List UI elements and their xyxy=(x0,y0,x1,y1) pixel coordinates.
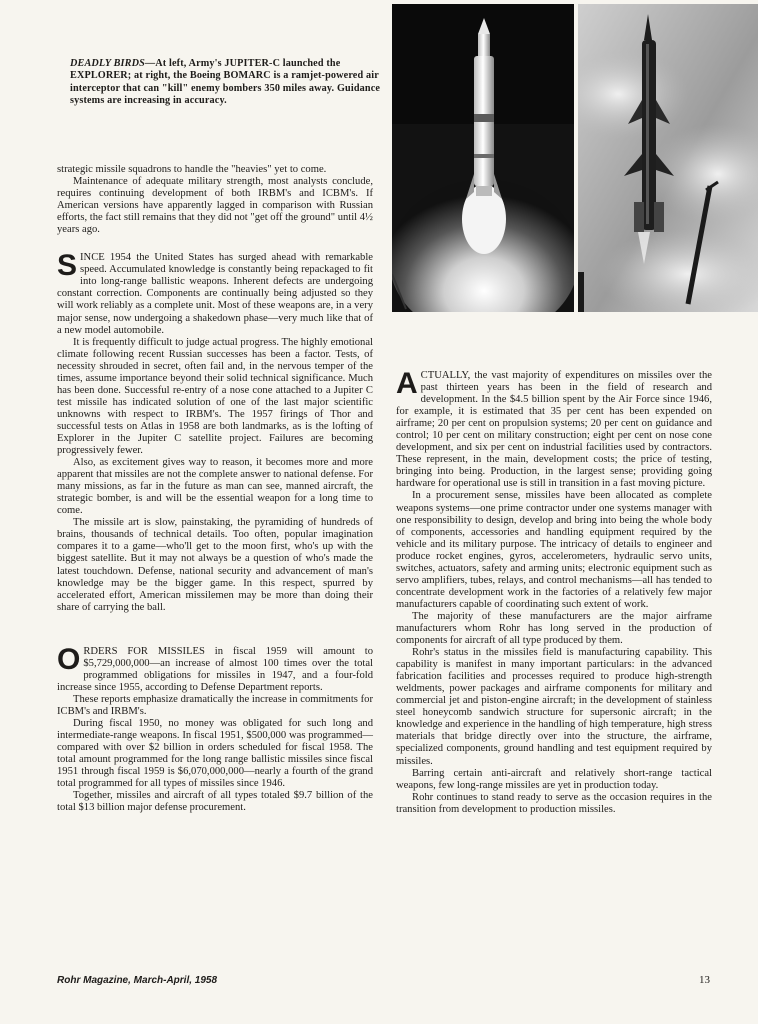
paragraph: Barring certain anti-aircraft and relatively short-range tactical weapons, few long-range missiles are yet in production today. xyxy=(396,767,712,791)
right-text-column xyxy=(396,367,712,816)
photo-panel xyxy=(392,4,758,314)
photo-caption xyxy=(70,58,388,108)
paragraph: These reports emphasize dramatically the increase in commitments for ICBM's and IRBM's. xyxy=(57,693,373,717)
drop-cap: O xyxy=(57,642,81,676)
page-number: 13 xyxy=(699,974,710,986)
caption-lead: DEADLY BIRDS xyxy=(70,58,145,69)
paragraph: Rohr's status in the missiles field is manufacturing capability. This capability is manifest in many important particulars: in the advanced fabrication facilities and processes required to produce high-strength weldments, power packages and airframe components for military and commercial jet and piston-engine aircraft; in the development of stainless steel honeycomb sandwich structure for supersonic aircraft; in the knowledge and experience in the handling of high temperature, high stress materials that bridge directly over into the structure, the airframe, specialized components, ground handling and test equipment required by missiles. xyxy=(396,647,712,767)
drop-cap: A xyxy=(396,367,418,400)
drop-cap: S xyxy=(57,249,78,283)
paragraph: The majority of these manufacturers are the major airframe manufacturers whom Rohr has long served in the production of components for aircraft of all type produced by them. xyxy=(396,610,712,647)
paragraph: Rohr continues to stand ready to serve as the occasion requires in the transition from development to production missiles. xyxy=(396,791,712,815)
paragraph: In a procurement sense, missiles have been allocated as complete weapons systems—one prime contractor under one systems manager with one responsibility to design, develop and bring into being the whole body of components, accessories and handling equipment required by the vehicle and its military purpose. The intricacy of details to engineer and produce rocket engines, gyros, accelerometers, hydraulic servo units, switches, actuators, safety and arming units; electronic equipment such as servo amplifiers, tubes, relays, and control mechanisms—all has tended to concentrate development work in the factories of a relatively few major manufacturers capable of coordinating such extent of work. xyxy=(396,490,712,610)
caption-text: —At left, Army's JUPITER-C launched the EXPLORER; at right, the Boeing BOMARC is a ramjet-powered air interceptor that can "kill" enemy bombers 350 miles away. Guidance systems are increasing in accuracy. xyxy=(70,58,381,107)
paragraph-text: RDERS FOR MISSILES in fiscal 1959 will amount to $5,729,000,000—an increase of almost 100 times over the total programmed obligations for missiles in 1947, and a four-fold increase since 1955, according to Defense Department reports. xyxy=(57,645,373,693)
paragraph: Maintenance of adequate military strength, most analysts conclude, requires continuing development of both IRBM's and ICBM's. If American versions have apparently lagged in comparison with Russian efforts, the fact still remains that they did not "get off the ground" until 4½ years ago. xyxy=(57,176,374,236)
jupiter-c-photo xyxy=(392,4,574,312)
paragraph-text: INCE 1954 the United States has surged ahead with remarkable speed. Accumulated knowledge is constantly being repackaged to fit into long-range ballistic weapons. Inherent defects are undergoing constant correction. Components are continually being adjusted so they will work reliably as a complete unit. Most of these weapons are, in a very major sense, now undergoing a shakedown phase—very much like that of a new model automobile. xyxy=(57,252,373,336)
section-paragraph xyxy=(396,367,712,490)
paragraph-text: CTUALLY, the vast majority of expenditures on missiles over the past thirteen years has been in the field of research and development. In the $4.5 billion spent by the Air Force since 1946, for example, it is estimated that 35 per cent has been expended on airframe; 20 per cent on propulsion systems; 20 per cent on guidance and control; 10 per cent on military construction; eight per cent on nose cone development, and six per cent on industrial facilities used by contractors. These represent, in the main, development costs; the price of testing, bringing into being. Production, in the largest sense; providing going hardware for operational use is still in transition in a fast moving picture. xyxy=(396,370,712,490)
left-text-column xyxy=(57,164,373,814)
section-paragraph xyxy=(57,642,373,694)
paragraph: The missile art is slow, painstaking, the pyramiding of hundreds of brains, thousands of technical details. Too often, popular imagination compares it to a game—who'll get to the moon first, who's up with the biggest satellite. But it may not always be a question of who's made the latest touchdown. Defense, national security and advancement of man's knowledge may be the bigger game. In this respect, spurred by accelerated effort, American missilemen may be more than doing their share of carrying the ball. xyxy=(57,517,373,613)
paragraph: It is frequently difficult to judge actual progress. The highly emotional climate following recent Russian successes has been a factor. Tests, of necessity shrouded in secret, often fail and, in the nervous temper of the times, assume importance beyond their solid technical significance. Much has been done. Successful re-entry of a nose cone attached to a Jupiter C test missile has indicated solution of one of the last major scientific unknowns with respect to IRBM's. The 1957 firings of Thor and successful tests on Atlas in 1958 are both landmarks, as is the lofting of Explorer in the Jupiter C satellite project. Failures are becoming progressively fewer. xyxy=(57,336,373,457)
publication-footer: Rohr Magazine, March-April, 1958 xyxy=(57,975,218,986)
paragraph: Together, missiles and aircraft of all types totaled $9.7 billion of the total $13 billion major defense procurement. xyxy=(57,790,373,814)
paragraph: During fiscal 1950, no money was obligated for such long and intermediate-range weapons. In fiscal 1951, $500,000 was programmed—compared with over $2 billion in orders scheduled for fiscal 1958. The total amount programmed for the long range ballistic missiles since fiscal 1951 through fiscal 1959 is $6,070,000,000—nearly a fourth of the grand total programmed for all types of missiles since 1946. xyxy=(57,717,373,790)
paragraph: Also, as excitement gives way to reason, it becomes more and more apparent that missiles are not the complete answer to national defense. For many missions, as far in the future as man can see, manned aircraft, the strategic bomber, is and will be the essential weapon for a long time to come. xyxy=(57,457,373,517)
section-paragraph xyxy=(57,249,373,336)
paragraph: strategic missile squadrons to handle the "heavies" yet to come. xyxy=(57,164,327,175)
bomarc-photo xyxy=(578,4,758,312)
